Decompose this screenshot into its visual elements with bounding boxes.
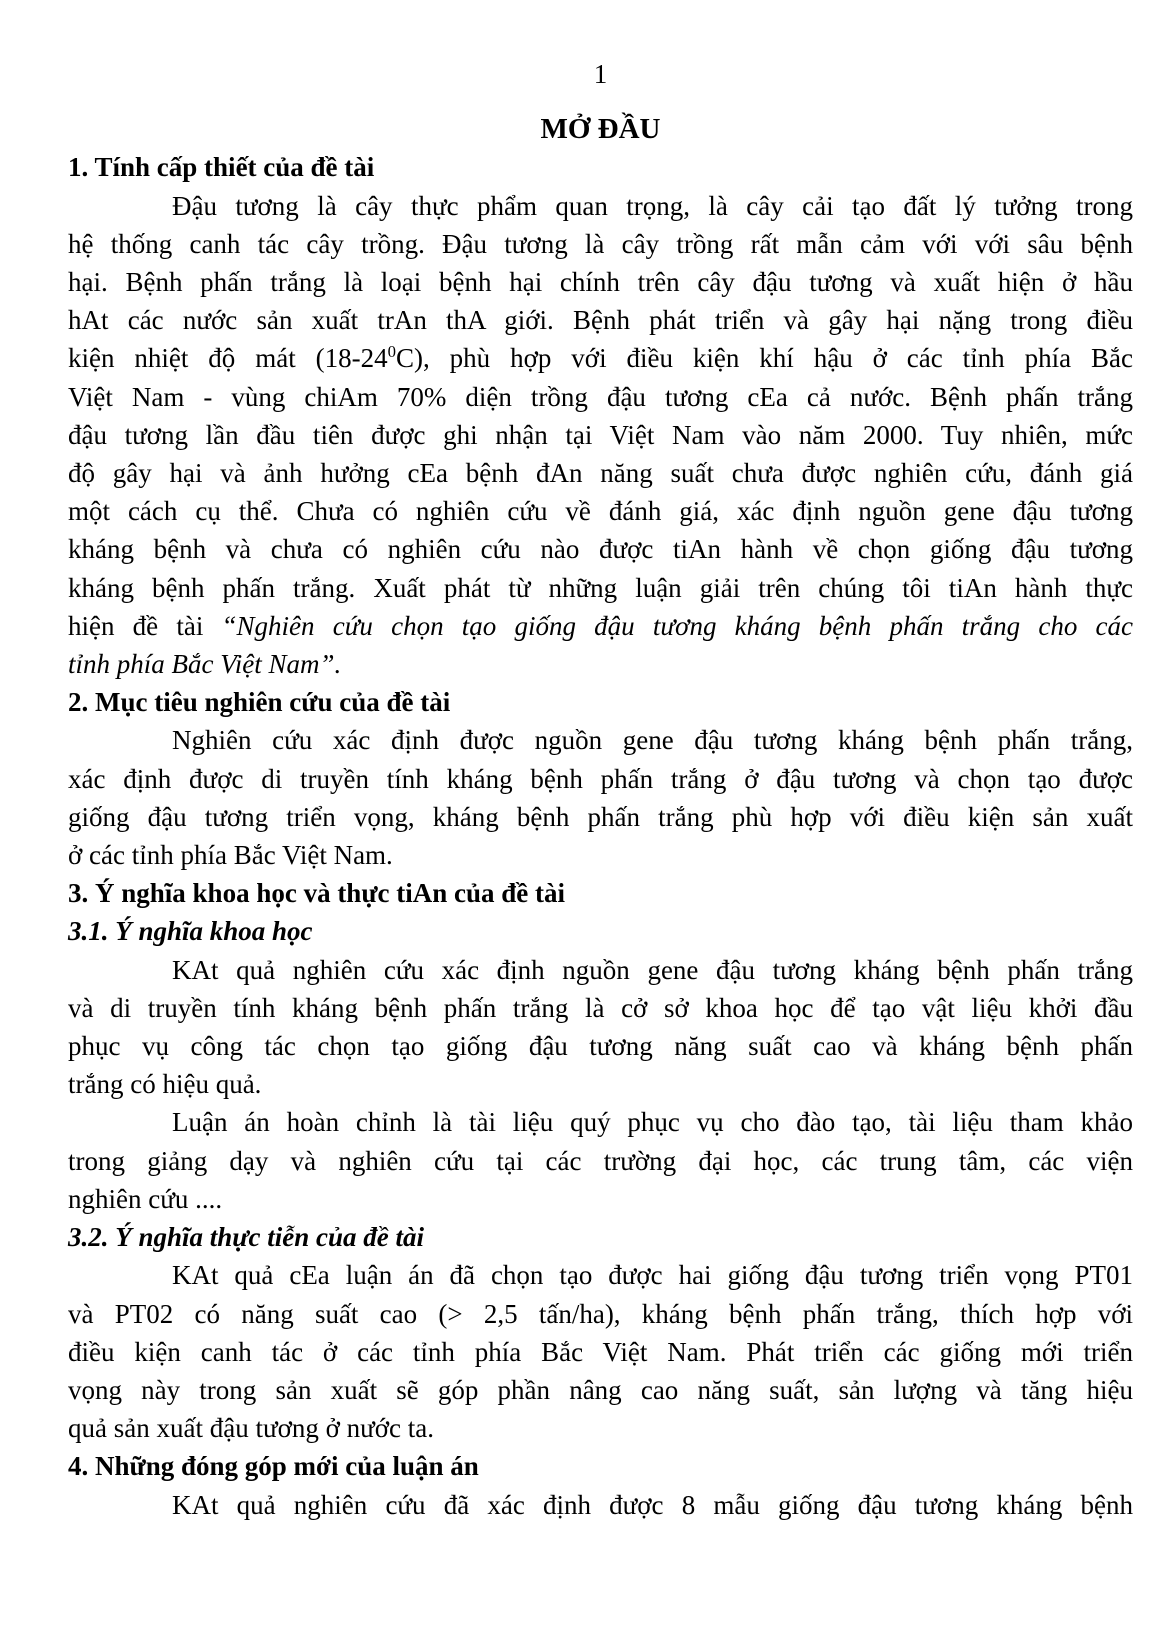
text-line [68, 836, 1133, 874]
section-subheading: 3.1. Ý nghĩa khoa học [68, 916, 313, 947]
page-number: 1 [593, 59, 608, 89]
text-line [68, 492, 1133, 530]
paragraph [68, 1256, 1133, 1447]
text-segment: kháng bệnh và chưa có nghiên cứu nào được tiAn hành về chọn giống đậu tương [68, 534, 1133, 565]
text-segment: trong giảng dạy và nghiên cứu tại các trường đại học, các trung tâm, các viện [68, 1145, 1133, 1176]
text-line [68, 760, 1133, 798]
text-segment: Việt Nam - vùng chiAm 70% diện trồng đậu tương cEa cả nước. Bệnh phấn trắng [68, 381, 1133, 412]
text-segment: C), phù hợp với điều kiện khí hậu ở các tỉnh phía Bắc [396, 343, 1133, 374]
text-line [68, 416, 1133, 454]
text-segment: Luận án hoàn chỉnh là tài liệu quý phục vụ cho đào tạo, tài liệu tham khảo [172, 1107, 1133, 1138]
section-heading: 4. Những đóng góp mới của luận án [68, 1451, 479, 1482]
text-line [68, 1486, 1133, 1524]
text-line [68, 1295, 1133, 1333]
section-heading: 3. Ý nghĩa khoa học và thực tiAn của đề tài [68, 878, 566, 909]
text-segment: hại. Bệnh phấn trắng là loại bệnh hại chính trên cây đậu tương và xuất hiện ở hầu [68, 267, 1133, 298]
text-segment: kháng bệnh phấn trắng. Xuất phát từ những luận giải trên chúng tôi tiAn hành thực [68, 572, 1133, 603]
text-line [68, 951, 1133, 989]
text-segment: hiện đề tài [68, 610, 222, 641]
text-line [68, 1409, 1133, 1447]
text-line [68, 569, 1133, 607]
text-line [68, 989, 1133, 1027]
text-segment: Đậu tương là cây thực phẩm quan trọng, là cây cải tạo đất lý tưởng trong [172, 190, 1133, 221]
text-line [68, 263, 1133, 301]
text-line [68, 454, 1133, 492]
section-heading: 2. Mục tiêu nghiên cứu của đề tài [68, 687, 451, 718]
text-segment: xác định được di truyền tính kháng bệnh phấn trắng ở đậu tương và chọn tạo được [68, 763, 1133, 794]
text-segment: và di truyền tính kháng bệnh phấn trắng là cở sở khoa học để tạo vật liệu khởi đầu [68, 992, 1133, 1023]
paragraph [68, 951, 1133, 1104]
text-line [68, 1103, 1133, 1141]
text-line [68, 1333, 1133, 1371]
text-segment: KAt quả nghiên cứu đã xác định được 8 mẫu giống đậu tương kháng bệnh [172, 1489, 1133, 1520]
text-segment: kiện nhiệt độ mát (18-24 [68, 343, 388, 374]
text-line [68, 1065, 1133, 1103]
text-line [68, 1371, 1133, 1409]
paragraph [68, 1103, 1133, 1218]
text-segment: nghiên cứu .... [68, 1183, 223, 1214]
text-segment: giống đậu tương triển vọng, kháng bệnh phấn trắng phù hợp với điều kiện sản xuất [68, 801, 1133, 832]
text-line [68, 378, 1133, 416]
text-segment: độ gây hại và ảnh hưởng cEa bệnh đAn năng suất chưa được nghiên cứu, đánh giá [68, 458, 1133, 489]
text-segment: phục vụ công tác chọn tạo giống đậu tương năng suất cao và kháng bệnh phấn [68, 1031, 1133, 1062]
text-line [68, 301, 1133, 339]
text-segment: hAt các nước sản xuất trAn thA giới. Bệnh phát triển và gây hại nặng trong điều [68, 305, 1133, 336]
text-segment: quả sản xuất đậu tương ở nước ta. [68, 1413, 435, 1444]
text-line [68, 339, 1133, 377]
text-segment: vọng này trong sản xuất sẽ góp phần nâng cao năng suất, sản lượng và tăng hiệu [68, 1374, 1133, 1405]
text-line [68, 1180, 1133, 1218]
text-line [68, 530, 1133, 568]
text-segment: Nghiên cứu xác định được nguồn gene đậu tương kháng bệnh phấn trắng, [172, 725, 1133, 756]
text-segment: và PT02 có năng suất cao (> 2,5 tấn/ha), kháng bệnh phấn trắng, thích hợp với [68, 1298, 1133, 1329]
italic-text: tỉnh phía Bắc Việt Nam”. [68, 649, 342, 680]
text-line [68, 1256, 1133, 1294]
text-line [68, 607, 1133, 645]
text-line [68, 1142, 1133, 1180]
page-title: MỞ ĐẦU [540, 113, 661, 146]
text-segment: KAt quả nghiên cứu xác định nguồn gene đậu tương kháng bệnh phấn trắng [172, 954, 1133, 985]
text-segment: đậu tương lần đầu tiên được ghi nhận tại Việt Nam vào năm 2000. Tuy nhiên, mức [68, 419, 1133, 450]
text-line [68, 187, 1133, 225]
paragraph [68, 187, 1133, 684]
text-line [68, 721, 1133, 759]
superscript-text: 0 [387, 342, 396, 362]
text-line [68, 645, 1133, 683]
text-segment: trắng có hiệu quả. [68, 1069, 262, 1100]
text-line [68, 798, 1133, 836]
text-segment: một cách cụ thể. Chưa có nghiên cứu về đánh giá, xác định nguồn gene đậu tương [68, 496, 1133, 527]
section-heading: 1. Tính cấp thiết của đề tài [68, 152, 375, 183]
italic-text: “Nghiên cứu chọn tạo giống đậu tương kháng bệnh phấn trắng cho các [221, 610, 1133, 641]
text-segment: hệ thống canh tác cây trồng. Đậu tương là cây trồng rất mẫn cảm với với sâu bệnh [68, 228, 1133, 259]
document-body [68, 148, 1133, 1523]
paragraph [68, 721, 1133, 874]
text-line [68, 225, 1133, 263]
section-subheading: 3.2. Ý nghĩa thực tiễn của đề tài [68, 1222, 424, 1253]
text-line [68, 1027, 1133, 1065]
paragraph [68, 1486, 1133, 1524]
text-segment: ở các tỉnh phía Bắc Việt Nam. [68, 840, 393, 871]
text-segment: điều kiện canh tác ở các tỉnh phía Bắc Việt Nam. Phát triển các giống mới triển [68, 1336, 1133, 1367]
text-segment: KAt quả cEa luận án đã chọn tạo được hai giống đậu tương triển vọng PT01 [172, 1260, 1133, 1291]
